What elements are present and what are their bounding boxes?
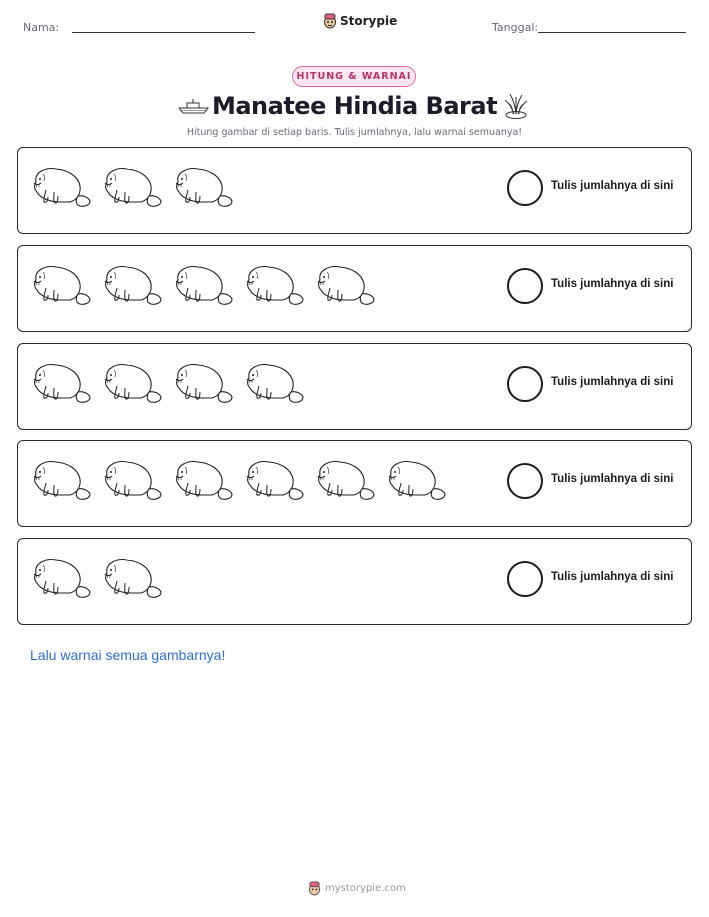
page-title: Manatee Hindia Barat	[211, 92, 498, 120]
manatee-group	[30, 260, 377, 310]
name-field[interactable]	[72, 32, 255, 33]
manatee-group	[30, 455, 448, 505]
answer-label: Tulis jumlahnya di sini	[551, 376, 674, 388]
answer-circle[interactable]	[507, 463, 543, 499]
manatee-icon	[243, 358, 306, 408]
title-row	[0, 90, 709, 124]
answer-circle[interactable]	[507, 366, 543, 402]
manatee-icon	[101, 553, 164, 603]
footer-note: Lalu warnai semua gambarnya!	[30, 647, 226, 663]
manatee-icon	[101, 260, 164, 310]
counting-row	[17, 147, 692, 234]
manatee-icon	[314, 260, 377, 310]
site-footer	[308, 881, 406, 896]
manatee-icon	[30, 553, 93, 603]
storypie-mascot-icon	[323, 13, 337, 29]
counting-row	[17, 440, 692, 527]
manatee-icon	[30, 455, 93, 505]
date-field[interactable]	[538, 32, 686, 33]
manatee-icon	[101, 358, 164, 408]
answer-circle[interactable]	[507, 170, 543, 206]
answer-circle[interactable]	[507, 268, 543, 304]
counting-row	[17, 343, 692, 430]
date-label: Tanggal:	[492, 21, 539, 34]
storypie-mascot-icon	[308, 881, 321, 896]
answer-label: Tulis jumlahnya di sini	[551, 571, 674, 583]
manatee-icon	[314, 455, 377, 505]
seagrass-icon	[502, 91, 530, 119]
brand-logo	[323, 13, 397, 29]
manatee-icon	[30, 162, 93, 212]
answer-label: Tulis jumlahnya di sini	[551, 473, 674, 485]
manatee-icon	[172, 455, 235, 505]
manatee-icon	[385, 455, 448, 505]
name-label: Nama:	[23, 21, 60, 34]
manatee-icon	[243, 260, 306, 310]
manatee-group	[30, 358, 306, 408]
counting-row	[17, 245, 692, 332]
manatee-icon	[101, 162, 164, 212]
manatee-group	[30, 162, 235, 212]
activity-badge: HITUNG & WARNAI	[292, 66, 416, 87]
brand-name: Storypie	[340, 14, 398, 28]
manatee-icon	[30, 260, 93, 310]
site-url: mystorypie.com	[325, 883, 406, 894]
manatee-group	[30, 553, 164, 603]
manatee-icon	[172, 162, 235, 212]
instructions: Hitung gambar di setiap baris. Tulis jumlahnya, lalu warnai semuanya!	[186, 127, 523, 138]
manatee-icon	[172, 260, 235, 310]
counting-row	[17, 538, 692, 625]
manatee-icon	[243, 455, 306, 505]
manatee-icon	[172, 358, 235, 408]
answer-circle[interactable]	[507, 561, 543, 597]
manatee-icon	[101, 455, 164, 505]
answer-label: Tulis jumlahnya di sini	[551, 180, 674, 192]
manatee-icon	[30, 358, 93, 408]
answer-label: Tulis jumlahnya di sini	[551, 278, 674, 290]
